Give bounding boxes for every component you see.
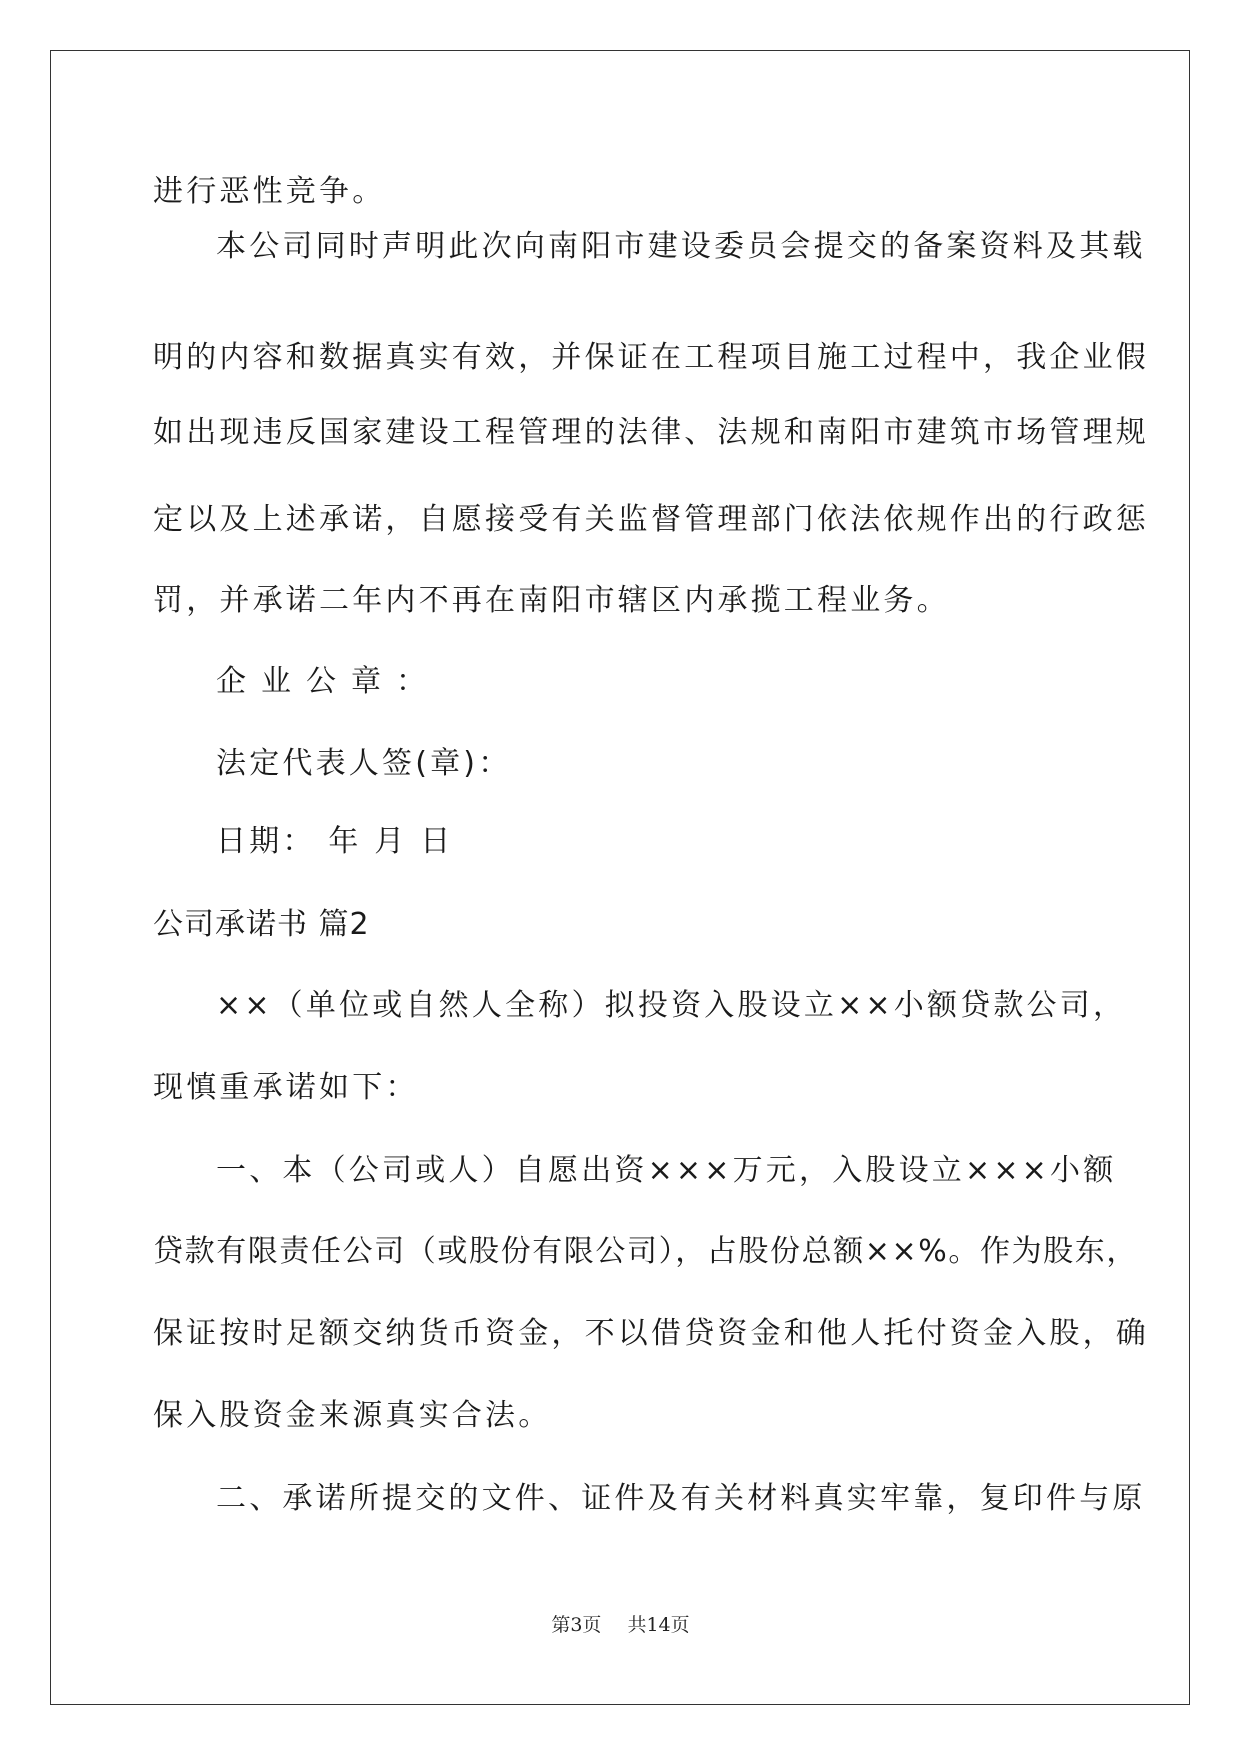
paragraph-line: 本公司同时声明此次向南阳市建设委员会提交的备案资料及其载 — [216, 229, 1146, 264]
seal-label: 企业公章： — [216, 664, 441, 699]
date-label: 日期： 年 月 日 — [216, 824, 454, 859]
paragraph-line: 定以及上述承诺，自愿接受有关监督管理部门依法依规作出的行政惩 — [153, 502, 1149, 537]
paragraph-line: 进行恶性竞争。 — [153, 174, 386, 209]
paragraph-line: 贷款有限责任公司（或股份有限公司），占股份总额××%。作为股东， — [153, 1234, 1138, 1269]
page-total: 共14页 — [627, 1614, 690, 1636]
paragraph-line: 明的内容和数据真实有效，并保证在工程项目施工过程中，我企业假 — [153, 340, 1149, 375]
paragraph-line: 如出现违反国家建设工程管理的法律、法规和南阳市建筑市场管理规 — [153, 415, 1149, 450]
paragraph-line: 保证按时足额交纳货币资金，不以借贷资金和他人托付资金入股，确 — [153, 1316, 1149, 1351]
paragraph-line: 保入股资金来源真实合法。 — [153, 1398, 552, 1433]
paragraph-line: 二、承诺所提交的文件、证件及有关材料真实牢靠，复印件与原 — [216, 1481, 1146, 1516]
paragraph-line: 一、本（公司或人）自愿出资×××万元，入股设立×××小额 — [216, 1153, 1117, 1188]
paragraph-line: ××（单位或自然人全称）拟投资入股设立××小额贷款公司， — [216, 988, 1127, 1023]
paragraph-line: 现慎重承诺如下： — [153, 1070, 419, 1105]
section-heading: 公司承诺书 篇2 — [153, 907, 370, 942]
paragraph-line: 罚，并承诺二年内不再在南阳市辖区内承揽工程业务。 — [153, 583, 950, 618]
signature-label: 法定代表人签(章)： — [216, 746, 512, 781]
page-border — [50, 50, 1190, 1705]
page-number: 第3页 — [551, 1614, 602, 1636]
page-footer — [0, 1610, 1241, 1637]
